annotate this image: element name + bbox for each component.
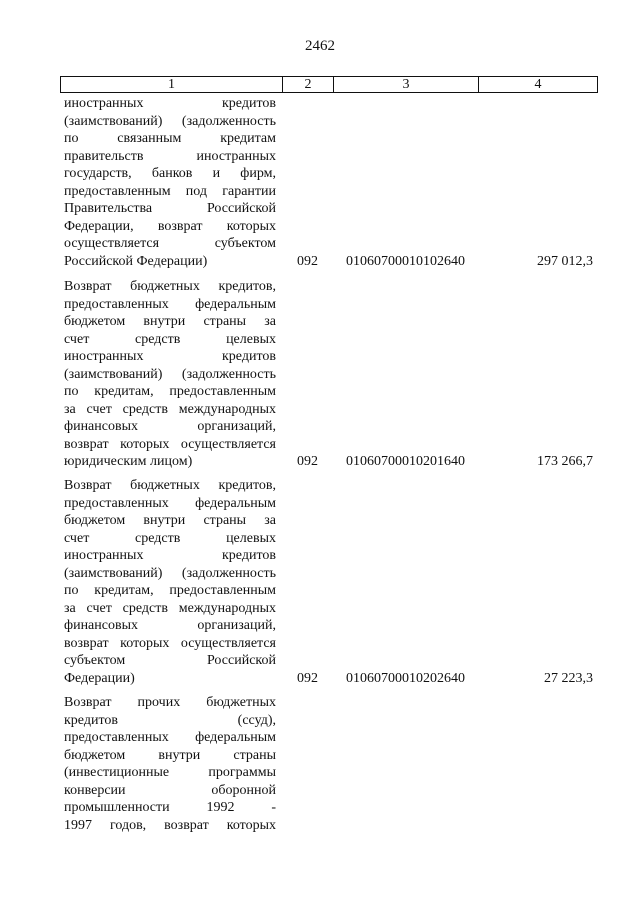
desc-line: бюджетом внутри страны за [64, 513, 276, 528]
desc-line: Возврат бюджетных кредитов, [64, 478, 276, 493]
admin-code: 092 [297, 670, 318, 686]
desc-line: иностранных кредитов [64, 96, 276, 111]
admin-code: 092 [297, 454, 318, 469]
desc-line: Федерации, возврат которых [64, 218, 276, 234]
desc-line: Российской Федерации) [64, 253, 208, 269]
budget-code: 01060700010202640 [346, 670, 465, 686]
desc-line: возврат которых осуществляется [64, 635, 276, 651]
header-col-4: 4 [534, 77, 542, 92]
amount: 297 012,3 [537, 253, 593, 269]
desc-line: по кредитам, предоставленным [64, 583, 276, 598]
desc-line: субъектом Российской [64, 653, 276, 668]
desc-line: возврат которых осуществляется [64, 436, 276, 452]
desc-line: предоставленным под гарантии [64, 183, 276, 199]
desc-line: (заимствований) (задолженность [64, 366, 276, 382]
desc-line: финансовых организаций, [64, 419, 276, 434]
desc-line: за счет средств международных [64, 600, 276, 616]
row-description [64, 278, 276, 471]
desc-line: (заимствований) (задолженность [64, 113, 276, 129]
desc-line: бюджетом внутри страны [64, 747, 276, 763]
desc-line: предоставленных федеральным [64, 730, 276, 745]
desc-line: кредитов (ссуд), [64, 712, 276, 728]
row-description [64, 477, 276, 687]
page-number: 2462 [305, 38, 335, 54]
desc-line: предоставленных федеральным [64, 495, 276, 511]
desc-line: осуществляется субъектом [64, 236, 276, 251]
desc-line: (заимствований) (задолженность [64, 565, 276, 581]
desc-line: 1997 годов, возврат которых [64, 817, 276, 833]
desc-line: Возврат прочих бюджетных [64, 695, 276, 710]
desc-line: государств, банков и фирм, [64, 166, 276, 181]
desc-line: Возврат бюджетных кредитов, [64, 279, 276, 294]
table-header [60, 76, 598, 93]
desc-line: конверсии оборонной [64, 782, 276, 798]
amount: 27 223,3 [544, 670, 593, 686]
desc-line: Федерации) [64, 670, 135, 686]
header-col-1: 1 [61, 77, 283, 92]
desc-line: Правительства Российской [64, 201, 276, 216]
row-description [64, 694, 276, 834]
budget-code: 01060700010201640 [346, 454, 465, 469]
desc-line: бюджетом внутри страны за [64, 314, 276, 329]
desc-line: предоставленных федеральным [64, 296, 276, 312]
budget-code: 01060700010102640 [346, 253, 465, 269]
desc-line: юридическим лицом) [64, 454, 193, 469]
header-col-3: 3 [334, 77, 479, 92]
desc-line: (инвестиционные программы [64, 765, 276, 780]
desc-line: по связанным кредитам [64, 131, 276, 146]
desc-line: иностранных кредитов [64, 349, 276, 364]
admin-code: 092 [297, 253, 318, 269]
desc-line: за счет средств международных [64, 401, 276, 417]
desc-line: счет средств целевых [64, 530, 276, 546]
desc-line: счет средств целевых [64, 331, 276, 347]
row-description [64, 95, 276, 270]
desc-line: по кредитам, предоставленным [64, 384, 276, 399]
desc-line: иностранных кредитов [64, 548, 276, 563]
desc-line: промышленности 1992 - [64, 800, 276, 815]
desc-line: финансовых организаций, [64, 618, 276, 633]
desc-line: правительств иностранных [64, 148, 276, 164]
header-col-2: 2 [283, 77, 334, 92]
amount: 173 266,7 [537, 454, 593, 469]
